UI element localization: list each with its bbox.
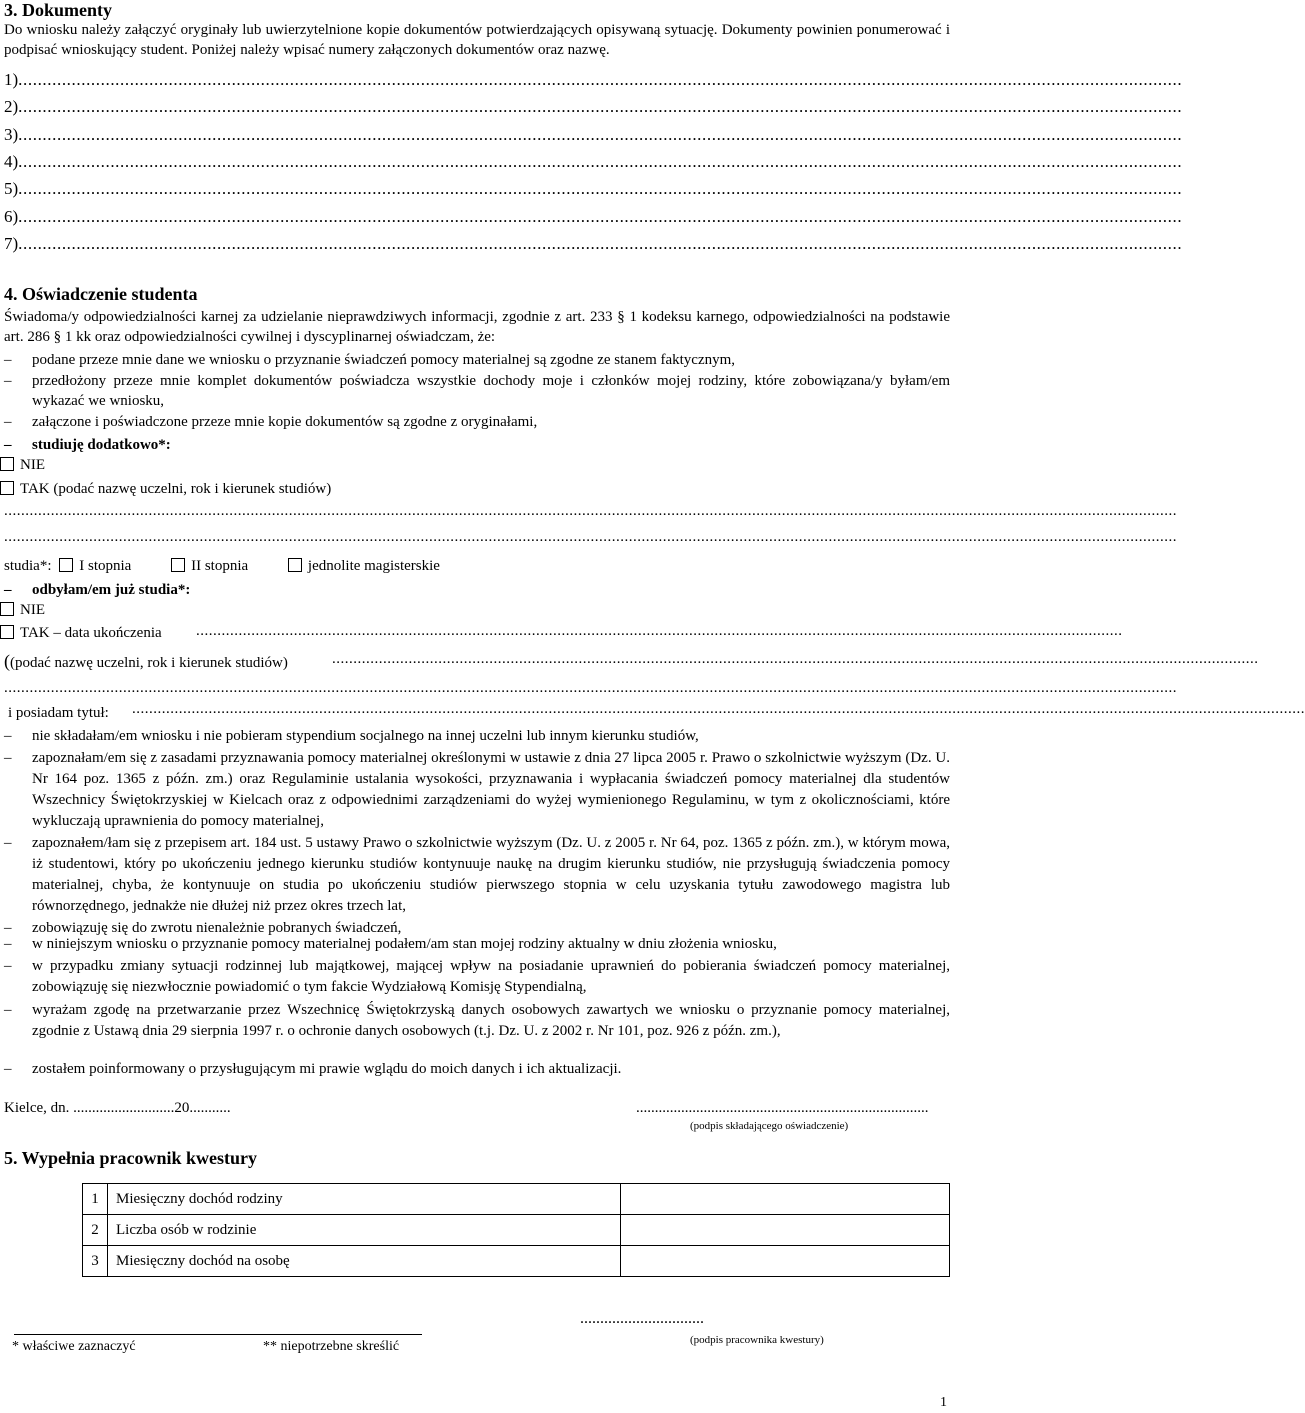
statement-item: – w przypadku zmiany sytuacji rodzinnej lub majątkowej, mającej wpływ na posiadanie uprawnień do pobierania świadczeń pomocy materialnej, zobowiązuję się niezwłocznie powiadomić o tym fakcie Wydziałową Komisję Stypendialną, <box>4 958 950 995</box>
document-entry-number: 1) <box>4 70 19 89</box>
document-entry[interactable] <box>4 151 1183 172</box>
statement-item: – zostałem poinformowany o przysługującym mi prawie wglądu do moich danych i ich aktualizacji. <box>4 1061 622 1077</box>
additional-studies-yes-option[interactable]: TAK (podać nazwę uczelni, rok i kierunek studiów) <box>0 481 331 498</box>
fill-line[interactable]: .................................................................................................................................................................................................................................................................................... <box>4 529 1177 545</box>
document-entry-field[interactable]: ................................................................................................................................................................................................................................................ <box>18 179 1183 199</box>
fill-line[interactable]: .......................................................................................................................................................................................................................... <box>332 651 1259 667</box>
section-4-intro: Świadoma/y odpowiedzialności karnej za udzielanie nieprawdziwych informacji, zgodnie z art. 233 § 1 kodeksu karnego, odpowiedzialności na podstawie art. 286 § 1 kk oraz odpowiedzialności cywilnej i dyscyplinarnej oświadczam, że: <box>4 309 950 345</box>
row-number: 1 <box>83 1184 108 1215</box>
checkbox-icon[interactable] <box>59 558 73 572</box>
document-entry-field[interactable]: ................................................................................................................................................................................................................................................ <box>18 206 1183 226</box>
additional-studies-no-option[interactable]: NIE <box>0 457 45 474</box>
row-number: 2 <box>83 1215 108 1246</box>
checkbox-icon[interactable] <box>0 457 14 471</box>
statement-item: – podane przeze mnie dane we wniosku o przyznanie świadczeń pomocy materialnej są zgodne ze stanem faktycznym, <box>4 352 736 368</box>
previous-studies-yes-option[interactable]: TAK – data ukończenia <box>0 625 162 642</box>
statement-item: – zapoznałem/łam się z przepisem art. 184 ust. 5 ustawy Prawo o szkolnictwie wyższym (Dz. U. z 2005 r. Nr 64, poz. 1365 z późn. zm.), w którym mowa, iż studentowi, który po ukończeniu jednego kierunku studiów kontynuuje naukę na drugim kierunku studiów, nie przysługują świadczenia pomocy materialnej, chyba, że kontynuuje on studia po ukończeniu studiów pierwszego stopnia w celu uzyskania tytułu zawodowego magistra lub równorzędnego, jednakże nie dłużej niż przez okres trzech lat, <box>4 835 950 914</box>
statement-item: – w niniejszym wniosku o przyznanie pomocy materialnej podałem/am stan mojej rodziny aktualny w dniu złożenia wniosku, <box>4 936 777 952</box>
statement-item: – nie składałam/em wniosku i nie pobieram stypendium socjalnego na innej uczelni lub innym kierunku studiów, <box>4 728 699 744</box>
document-entry-number: 6) <box>4 206 19 226</box>
bursary-table <box>82 1183 950 1277</box>
value-cell[interactable] <box>620 1184 949 1215</box>
table-row <box>83 1246 950 1277</box>
title-field[interactable]: .................................................................................................................................................................................................................................................................................... <box>132 701 1305 717</box>
document-entry[interactable] <box>4 179 1183 199</box>
document-entry-field[interactable]: ................................................................................................................................................................................................................................................ <box>18 124 1183 144</box>
document-entry-number: 5) <box>4 179 19 199</box>
value-cell[interactable] <box>620 1215 949 1246</box>
bursary-signature-label: (podpis pracownika kwestury) <box>690 1334 824 1346</box>
place-date-field[interactable]: Kielce, dn. ...........................20........... <box>4 1100 231 1116</box>
document-entry[interactable] <box>4 70 1183 90</box>
document-entry-number: 3) <box>4 124 19 144</box>
checkbox-icon[interactable] <box>0 481 14 495</box>
section-5-heading: 5. Wypełnia pracownik kwestury <box>4 1148 258 1168</box>
previous-studies-details-label: ((podać nazwę uczelni, rok i kierunek studiów) <box>4 651 288 671</box>
document-entry-field[interactable]: ................................................................................................................................................................................................................................................ <box>18 70 1183 89</box>
statement-item-previous-studies: – odbyłam/em już studia*: <box>4 582 191 598</box>
document-entry[interactable] <box>4 124 1183 145</box>
document-entry[interactable] <box>4 97 1183 117</box>
document-entry-field[interactable]: ................................................................................................................................................................................................................................................ <box>18 233 1183 253</box>
document-entry-field[interactable]: ................................................................................................................................................................................................................................................ <box>18 151 1183 171</box>
value-cell[interactable] <box>620 1246 949 1277</box>
document-entry-field[interactable]: ................................................................................................................................................................................................................................................ <box>18 97 1183 117</box>
bursary-signature-field[interactable]: ............................... <box>580 1310 704 1327</box>
statement-item: – załączone i poświadczone przeze mnie kopie dokumentów są zgodne z oryginałami, <box>4 414 538 430</box>
fill-line[interactable]: .................................................................................................................................................................................................................................................................................... <box>4 503 1177 519</box>
statement-item-additional-studies: – studiuję dodatkowo*: <box>4 437 171 453</box>
checkbox-icon[interactable] <box>288 558 302 572</box>
document-entry[interactable] <box>4 233 1183 254</box>
footnote-1: * właściwe zaznaczyć <box>12 1339 136 1354</box>
section-3-intro: Do wniosku należy załączyć oryginały lub uwierzytelnione kopie dokumentów potwierdzających opisywaną sytuację. Dokumenty powinien ponumerować i podpisać wnioskujący student. Poniżej należy wpisać numery załączonych dokumentów oraz nazwę. <box>4 22 950 58</box>
footnote-2: ** niepotrzebne skreślić <box>263 1339 400 1354</box>
statement-item: – zapoznałam/em się z zasadami przyznawania pomocy materialnej określonymi w ustawie z dnia 27 lipca 2005 r. Prawo o szkolnictwie wyższym (Dz. U. Nr 164 poz. 1365 z późn. zm.) oraz Regulaminie ustalania wysokości, przyznawania i wypłacania świadczeń pomocy materialnej dla studentów Wszechnicy Świętokrzyskiej w Kielcach oraz z odpowiednimi zarządzeniami do wyżej wymienionego Regulaminu, w tym z okolicznościami, które wykluczają uprawnienia do pomocy materialnej, <box>4 750 950 829</box>
document-entry-number: 7) <box>4 233 19 253</box>
document-entry[interactable] <box>4 206 1183 227</box>
document-entry-number: 2) <box>4 97 19 117</box>
footnote-divider <box>14 1334 422 1335</box>
table-row <box>83 1184 950 1215</box>
completion-date-field[interactable]: .......................................................................................................................................................................................................................... <box>196 623 1123 639</box>
row-number: 3 <box>83 1246 108 1277</box>
row-label: Liczba osób w rodzinie <box>108 1215 621 1246</box>
row-label: Miesięczny dochód rodziny <box>108 1184 621 1215</box>
checkbox-icon[interactable] <box>171 558 185 572</box>
title-label: i posiadam tytuł: <box>8 705 109 721</box>
statement-item: – wyrażam zgodę na przetwarzanie przez Wszechnicę Świętokrzyską danych osobowych zawartych we wniosku o przyznanie pomocy materialnej, zgodnie z Ustawą dnia 29 sierpnia 1997 r. o ochronie danych osobowych (t.j. Dz. U. z 2002 r. Nr 101, poz. 926 z późn. zm.), <box>4 1002 950 1039</box>
study-level-row: studia*: I stopnia II stopnia jednolite magisterskie <box>4 558 440 574</box>
table-row <box>83 1215 950 1246</box>
document-entry-number: 4) <box>4 151 19 171</box>
previous-studies-no-option[interactable]: NIE <box>0 602 45 619</box>
student-signature-field[interactable]: .............................................................................. <box>636 1100 929 1116</box>
section-4-heading: 4. Oświadczenie studenta <box>4 284 198 304</box>
row-label: Miesięczny dochód na osobę <box>108 1246 621 1277</box>
page-number: 1 <box>940 1395 947 1410</box>
fill-line[interactable]: .................................................................................................................................................................................................................................................................................... <box>4 680 1177 696</box>
section-3-heading: 3. Dokumenty <box>4 0 113 20</box>
student-signature-label: (podpis składającego oświadczenie) <box>690 1120 849 1132</box>
statement-item: – zobowiązuję się do zwrotu nienależnie pobranych świadczeń, <box>4 920 402 936</box>
statement-item: – przedłożony przeze mnie komplet dokumentów poświadcza wszystkie dochody moje i członków mojej rodziny, które zobowiązana/y byłam/em wykazać we wniosku, <box>4 373 950 409</box>
checkbox-icon[interactable] <box>0 602 14 616</box>
checkbox-icon[interactable] <box>0 625 14 639</box>
